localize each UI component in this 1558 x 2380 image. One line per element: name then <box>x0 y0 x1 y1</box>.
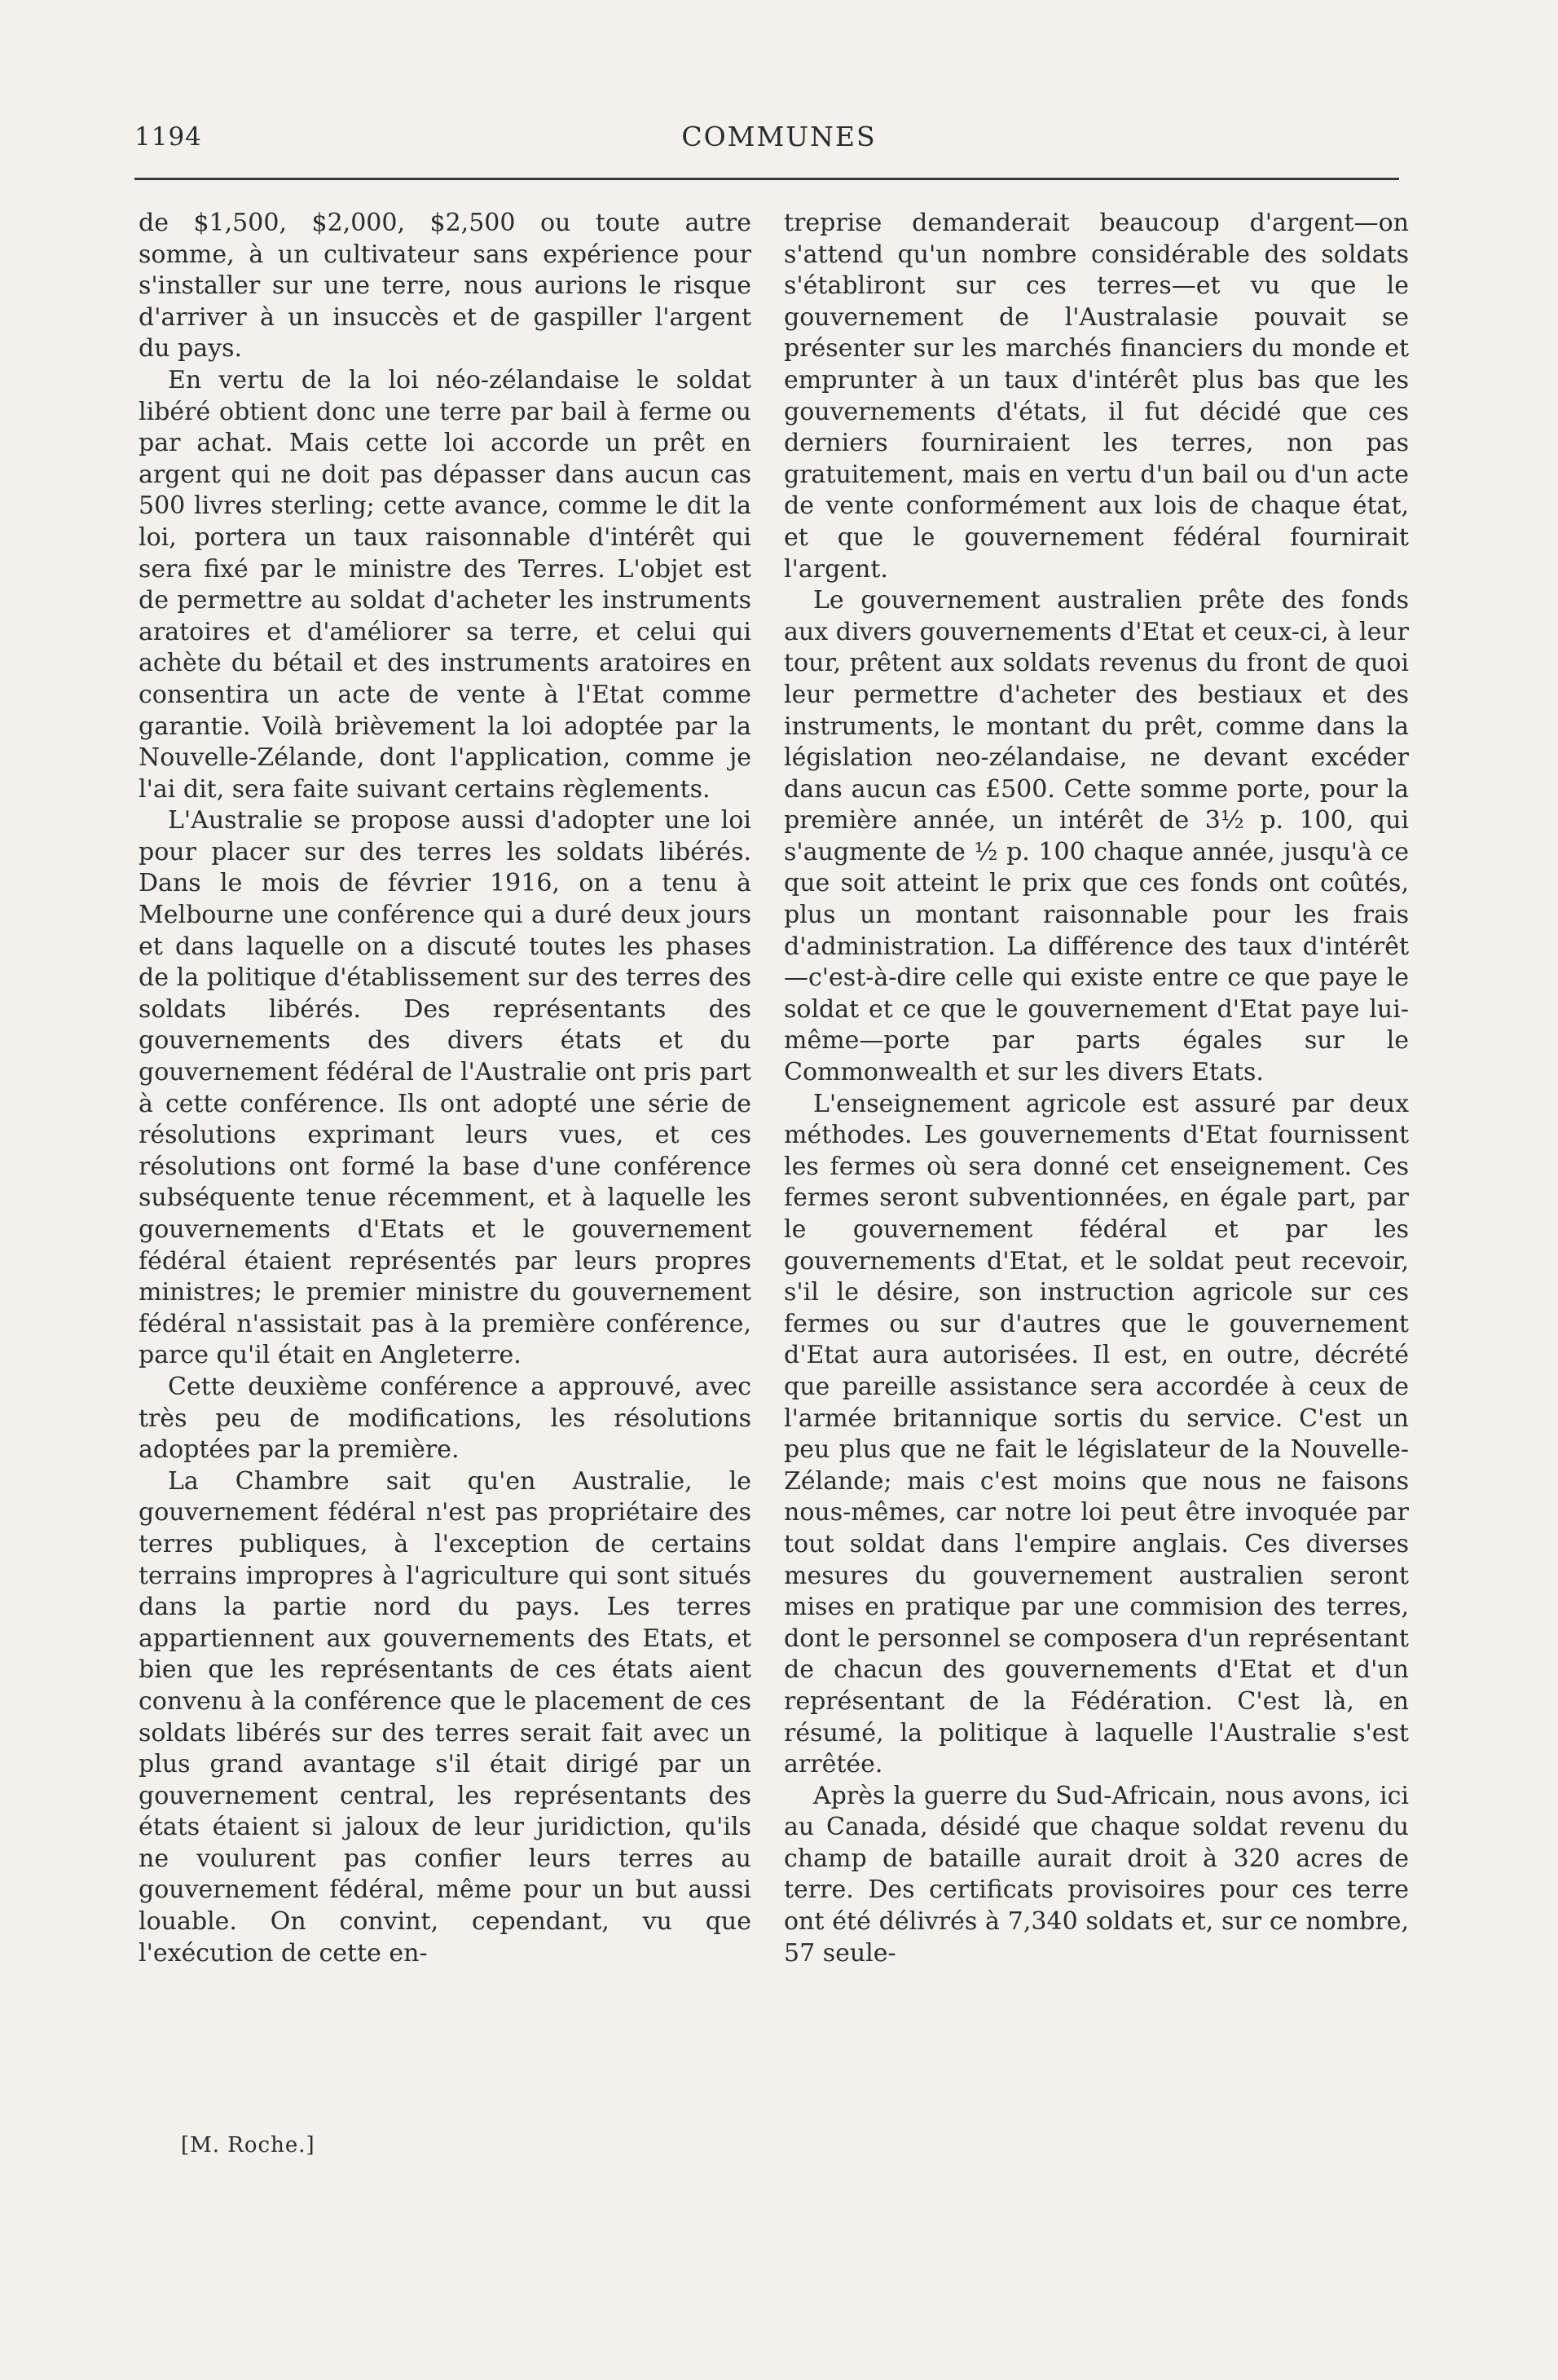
speaker-attribution: [M. Roche.] <box>181 2133 315 2157</box>
left-paragraph-4: Cette deuxième conférence a approuvé, avec très peu de modifications, les résolutions adoptées par la première. <box>139 1372 751 1465</box>
right-paragraph-1: treprise demanderait beaucoup d'argent—on s'attend qu'un nombre considérable des soldats s'établiront sur ces terres—et vu que le gouvernement de l'Australasie pouvait se présenter sur les marchés financiers du monde et emprunter à un taux d'intérêt plus bas que les gouvernements d'états, il fut décidé que ces derniers fourniraient les terres, non pas gratuitement, mais en vertu d'un bail ou d'un acte de vente conformément aux lois de chaque état, et que le gouvernement fédéral fournirait l'argent. <box>784 209 1409 584</box>
right-column <box>784 208 1409 1969</box>
right-paragraph-3: L'enseignement agricole est assuré par deux méthodes. Les gouvernements d'Etat fournissent les fermes où sera donné cet enseignement. Ces fermes seront subventionnées, en égale part, par le gouvernement fédéral et par les gouvernements d'Etat, et le soldat peut recevoir, s'il le désire, son instruction agricole sur ces fermes ou sur d'autres que le gouvernement d'Etat aura autorisées. Il est, en outre, décrété que pareille assistance sera accordée à ceux de l'armée britannique sortis du service. C'est un peu plus que ne fait le législateur de la Nouvelle-Zélande; mais c'est moins que nous ne faisons nous-mêmes, car notre loi peut être invoquée par tout soldat dans l'empire anglais. Ces diverses mesures du gouvernement australien seront mises en pratique par une commision des terres, dont le personnel se composera d'un représentant de chacun des gouvernements d'Etat et d'un représentant de la Fédération. C'est là, en résumé, la politique à laquelle l'Australie s'est arrêtée. <box>784 1089 1409 1779</box>
left-paragraph-1: de $1,500, $2,000, $2,500 ou toute autre somme, à un cultivateur sans expérience pour s'installer sur une terre, nous aurions le risque d'arriver à un insuccès et de gaspiller l'argent du pays. <box>139 209 751 364</box>
header-rule-left <box>134 178 786 180</box>
left-column <box>139 208 751 1969</box>
left-paragraph-2: En vertu de la loi néo-zélandaise le soldat libéré obtient donc une terre par bail à ferme ou par achat. Mais cette loi accorde un prêt en argent qui ne doit pas dépasser dans aucun cas 500 livres sterling; cette avance, comme le dit la loi, portera un taux raisonnable d'intérêt qui sera fixé par le ministre des Terres. L'objet est de permettre au soldat d'acheter les instruments aratoires et d'améliorer sa terre, et celui qui achète du bétail et des instruments aratoires en consentira un acte de vente à l'Etat comme garantie. Voilà brièvement la loi adoptée par la Nouvelle-Zélande, dont l'application, comme je l'ai dit, sera faite suivant certains règlements. <box>139 365 751 804</box>
page-number: 1194 <box>134 122 202 152</box>
header-rule-right <box>786 178 1399 180</box>
left-paragraph-5: La Chambre sait qu'en Australie, le gouvernement fédéral n'est pas propriétaire des terres publiques, à l'exception de certains terrains impropres à l'agriculture qui sont situés dans la partie nord du pays. Les terres appartiennent aux gouvernements des Etats, et bien que les représentants de ces états aient convenu à la conférence que le placement de ces soldats libérés sur des terres serait fait avec un plus grand avantage s'il était dirigé par un gouvernement central, les représentants des états étaient si jaloux de leur juridiction, qu'ils ne voulurent pas confier leurs terres au gouvernement fédéral, même pour un but aussi louable. On convint, cependant, vu que l'exécution de cette en- <box>139 1466 751 1968</box>
running-title: COMMUNES <box>681 121 877 152</box>
left-paragraph-3: L'Australie se propose aussi d'adopter une loi pour placer sur des terres les soldats libérés. Dans le mois de février 1916, on a tenu à Melbourne une conférence qui a duré deux jours et dans laquelle on a discuté toutes les phases de la politique d'établissement sur des terres des soldats libérés. Des représentants des gouvernements des divers états et du gouvernement fédéral de l'Australie ont pris part à cette conférence. Ils ont adopté une série de résolutions exprimant leurs vues, et ces résolutions ont formé la base d'une conférence subséquente tenue récemment, et à laquelle les gouvernements d'Etats et le gouvernement fédéral étaient représentés par leurs propres ministres; le premier ministre du gouvernement fédéral n'assistait pas à la première conférence, parce qu'il était en Angleterre. <box>139 806 751 1370</box>
right-paragraph-4: Après la guerre du Sud-Africain, nous avons, ici au Canada, désidé que chaque soldat revenu du champ de bataille aurait droit à 320 acres de terre. Des certificats provisoires pour ces terre ont été délivrés à 7,340 soldats et, sur ce nombre, 57 seule- <box>784 1781 1409 1968</box>
right-paragraph-2: Le gouvernement australien prête des fonds aux divers gouvernements d'Etat et ceux-ci, à leur tour, prêtent aux soldats revenus du front de quoi leur permettre d'acheter des bestiaux et des instruments, le montant du prêt, comme dans la législation neo-zélandaise, ne devant excéder dans aucun cas £500. Cette somme porte, pour la première année, un intérêt de 3½ p. 100, qui s'augmente de ½ p. 100 chaque année, jusqu'à ce que soit atteint le prix que ces fonds ont coûtés, plus un montant raisonnable pour les frais d'administration. La différence des taux d'intérêt—c'est-à-dire celle qui existe entre ce que paye le soldat et ce que le gouvernement d'Etat paye lui-même—porte par parts égales sur le Commonwealth et sur les divers Etats. <box>784 586 1409 1087</box>
